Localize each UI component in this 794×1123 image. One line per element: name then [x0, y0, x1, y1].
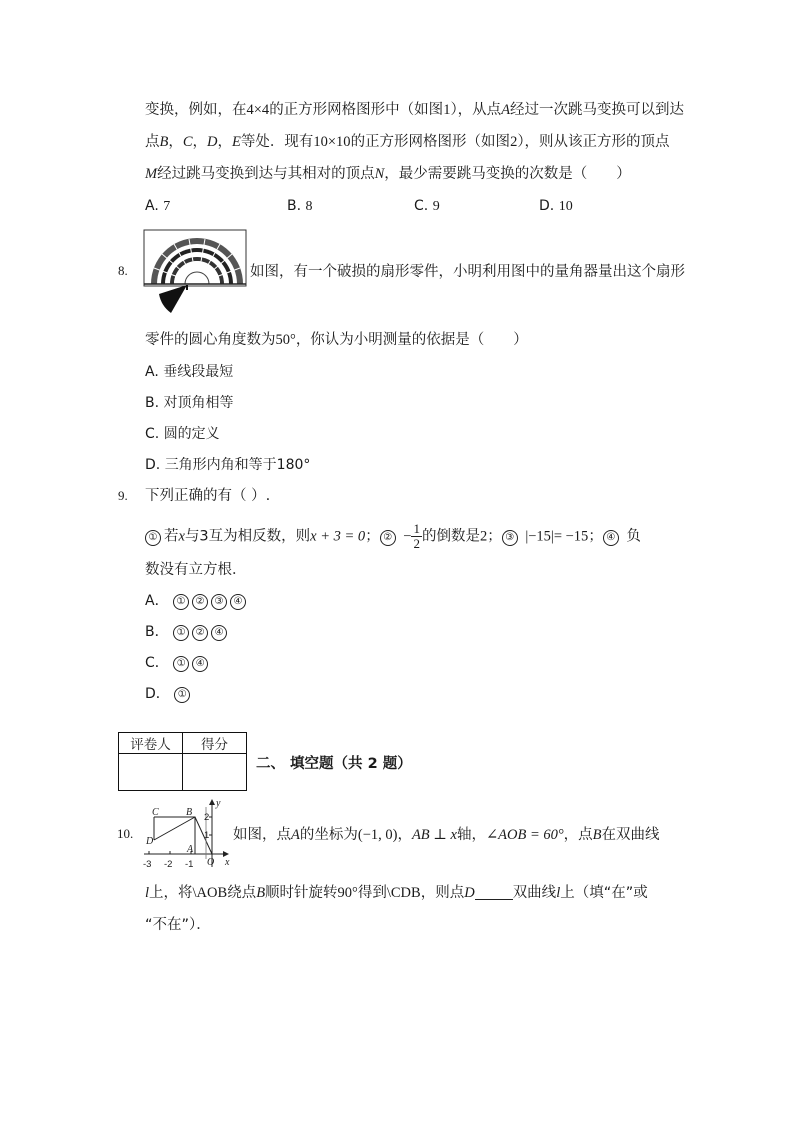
- q9-text: 负: [626, 528, 641, 545]
- q8-line2: [145, 330, 528, 350]
- frac-denominator: 2: [413, 536, 420, 551]
- q10-curve-l: l: [145, 885, 150, 901]
- circled-1: ①: [173, 656, 189, 672]
- circled-4: ④: [603, 530, 619, 546]
- option-value: 10: [558, 199, 573, 214]
- q10-text: 的坐标为: [299, 827, 358, 843]
- q7-point-n: N: [374, 166, 385, 182]
- q7-option-d[interactable]: [539, 196, 573, 217]
- q10-text: 如图，点: [233, 827, 291, 843]
- q8-option-d[interactable]: [145, 455, 310, 475]
- q10-text: 上，将: [149, 885, 193, 901]
- q10-text: ，: [397, 827, 412, 843]
- q10-text: ，点: [563, 827, 593, 843]
- option-label: C．: [145, 655, 169, 671]
- option-text: 对顶角相等: [163, 395, 234, 411]
- q8-angle: 50°: [275, 332, 296, 348]
- q8-line1: 如图，有一个破损的扇形零件，小明利用图中的量角器量出这个扇形: [250, 264, 685, 280]
- q9-stem: 下列正确的有（ ）.: [145, 488, 271, 504]
- score-table: [118, 732, 247, 791]
- q10-line3: “不在”）．: [145, 917, 211, 933]
- q9-text: ；: [588, 528, 603, 545]
- q10-point-a: A: [291, 827, 300, 843]
- q10-curve-l: l: [556, 885, 561, 901]
- q7-line3: [145, 164, 631, 184]
- fig-label-d: D: [146, 836, 154, 847]
- q8-number: 8.: [118, 263, 128, 278]
- fig-label-y: y: [216, 798, 221, 809]
- q8-option-c[interactable]: [145, 424, 220, 444]
- q10-text: 在双曲线: [601, 827, 660, 843]
- frac-numerator: 1: [413, 521, 420, 536]
- q10-text: ，则点: [420, 885, 465, 901]
- q7-option-b[interactable]: [287, 196, 313, 217]
- score-header: 得分: [183, 733, 247, 754]
- q7-text: ），从点: [450, 102, 502, 118]
- circled-2: ②: [380, 530, 396, 546]
- q7-option-a[interactable]: [145, 196, 170, 217]
- q7-line1: [145, 100, 684, 120]
- q7-point-b: B: [159, 134, 169, 150]
- q9-text: 的倒数是: [421, 528, 480, 545]
- score-cell[interactable]: [183, 754, 247, 791]
- q10-text: 绕点: [227, 885, 257, 901]
- q10-line2: [145, 883, 648, 903]
- option-value: 8: [305, 199, 313, 214]
- q7-text: 变换，例如，在: [145, 102, 247, 118]
- q7-fig-num: 2: [510, 134, 518, 150]
- grader-cell[interactable]: [119, 754, 183, 791]
- x-tick-label: -2: [164, 859, 173, 870]
- circled-2: ②: [192, 625, 208, 641]
- x-tick-label: -3: [143, 859, 152, 870]
- q9-option-b[interactable]: [145, 622, 230, 642]
- q9-option-a[interactable]: [145, 591, 249, 611]
- protractor-figure: [143, 228, 249, 316]
- q7-text: 经过一次跳马变换可以到达: [510, 102, 685, 118]
- circled-2: ②: [192, 594, 208, 610]
- q9-line2: 数没有立方根．: [145, 562, 247, 578]
- q7-text: ），则从该正方形的顶点: [517, 134, 670, 150]
- option-text: 垂线段最短: [163, 364, 234, 380]
- q9-text: ；: [487, 528, 502, 545]
- option-value: 9: [432, 199, 440, 214]
- fig-label-c: C: [152, 807, 159, 818]
- q9-option-c[interactable]: [145, 653, 211, 673]
- option-label: C.: [145, 426, 160, 442]
- q7-text: 的正方形网格图形中（如图: [269, 102, 444, 118]
- q9-minus: −: [403, 528, 412, 545]
- q7-option-c[interactable]: [414, 196, 440, 217]
- q8-text: ，你认为小明测量的依据是（ ）: [295, 332, 528, 348]
- q7-text: 的正方形网格图形（如图: [350, 134, 511, 150]
- q10-text: 上（填“在”或: [560, 885, 648, 901]
- q10-degree: 90°: [337, 885, 358, 901]
- q10-number: 10.: [117, 826, 134, 841]
- q7-point-a: A: [501, 102, 511, 118]
- q9-text: ；: [365, 528, 380, 545]
- circled-4: ④: [230, 594, 246, 610]
- option-label: B.: [287, 198, 302, 214]
- circled-3: ③: [502, 530, 518, 546]
- y-tick-label: 2: [204, 812, 210, 823]
- q10-coordinate: (−1, 0): [357, 827, 398, 843]
- circled-1: ①: [173, 625, 189, 641]
- circled-4: ④: [211, 625, 227, 641]
- q9-abs-expr: |−15|= −15: [525, 528, 589, 545]
- q7-fig-num: 1: [443, 102, 451, 118]
- q7-text: 经过跳马变换到达与其相对的顶点: [157, 166, 375, 182]
- answer-blank[interactable]: [475, 885, 513, 900]
- x-tick-label: -1: [185, 859, 194, 870]
- q9-option-d[interactable]: [145, 684, 193, 704]
- option-label: D.: [539, 198, 555, 214]
- fig-label-b: B: [186, 807, 193, 818]
- fig-label-o: O: [207, 857, 215, 868]
- q10-text: 顺时针旋转: [265, 885, 338, 901]
- option-label: D．: [145, 686, 170, 702]
- option-label: A.: [145, 364, 159, 380]
- y-tick-label: 1: [204, 830, 210, 841]
- q10-point-d: D: [464, 885, 475, 901]
- q7-text: 点: [145, 134, 160, 150]
- fig-label-x: x: [225, 857, 230, 868]
- q9-equation: x + 3 = 0: [310, 528, 366, 545]
- q7-text: 等处．现有: [240, 134, 314, 150]
- fig-label-a: A: [187, 844, 194, 855]
- q9-var-x: x: [178, 528, 185, 545]
- q8-option-b[interactable]: [145, 393, 234, 413]
- q7-grid-size: 4×4: [246, 102, 270, 118]
- q10-text: 得到: [357, 885, 387, 901]
- q8-text: 零件的圆心角度数为: [145, 332, 276, 348]
- q7-point-e: E: [232, 134, 241, 150]
- option-label: B．: [145, 624, 169, 640]
- grader-header: 评卷人: [119, 733, 183, 754]
- option-label: C.: [414, 198, 429, 214]
- q10-triangle-aob: \AOB: [192, 885, 228, 901]
- q10-text: 轴，: [457, 827, 486, 843]
- fraction-half: [411, 522, 422, 551]
- option-label: D.: [145, 457, 161, 473]
- q10-point-b: B: [592, 827, 602, 843]
- circled-4: ④: [192, 656, 208, 672]
- circled-1: ①: [173, 594, 189, 610]
- q10-point-b: B: [256, 885, 266, 901]
- q10-line1: [233, 825, 660, 845]
- q8-option-a[interactable]: [145, 362, 233, 382]
- q7-point-m: M: [145, 166, 158, 182]
- option-text: 圆的定义: [163, 426, 220, 442]
- option-label: A．: [145, 593, 169, 609]
- q9-line1: [145, 522, 641, 551]
- circled-3: ③: [211, 594, 227, 610]
- q10-angle-expr: ∠AOB = 60°: [486, 827, 564, 843]
- option-label: A.: [145, 198, 159, 214]
- option-value: 7: [163, 199, 171, 214]
- q9-text: 若: [164, 528, 179, 545]
- option-label: B.: [145, 395, 160, 411]
- q9-number: 9.: [118, 488, 128, 503]
- coordinate-figure: [140, 797, 232, 871]
- q7-line2: 点B，C，D，E等处．现有10×10的正方形网格图形（如图2），则从该正方形的顶点: [145, 134, 670, 150]
- q9-text: 与3互为相反数，则: [184, 528, 311, 545]
- q9-value: 2: [479, 528, 488, 545]
- circled-1: ①: [174, 687, 190, 703]
- q10-perp-expr: AB ⊥ x: [411, 827, 457, 843]
- q7-point-d: D: [207, 134, 218, 150]
- section-title: 二、 填空题（共 2 题）: [256, 756, 412, 772]
- option-text: 三角形内角和等于180°: [164, 457, 311, 473]
- q7-text: ，最少需要跳马变换的次数是（ ）: [384, 166, 631, 182]
- q7-grid-size: 10×10: [313, 134, 351, 150]
- q10-triangle-cdb: \CDB: [386, 885, 421, 901]
- circled-1: ①: [145, 530, 161, 546]
- q10-text: 双曲线: [512, 885, 557, 901]
- q7-point-c: C: [182, 134, 193, 150]
